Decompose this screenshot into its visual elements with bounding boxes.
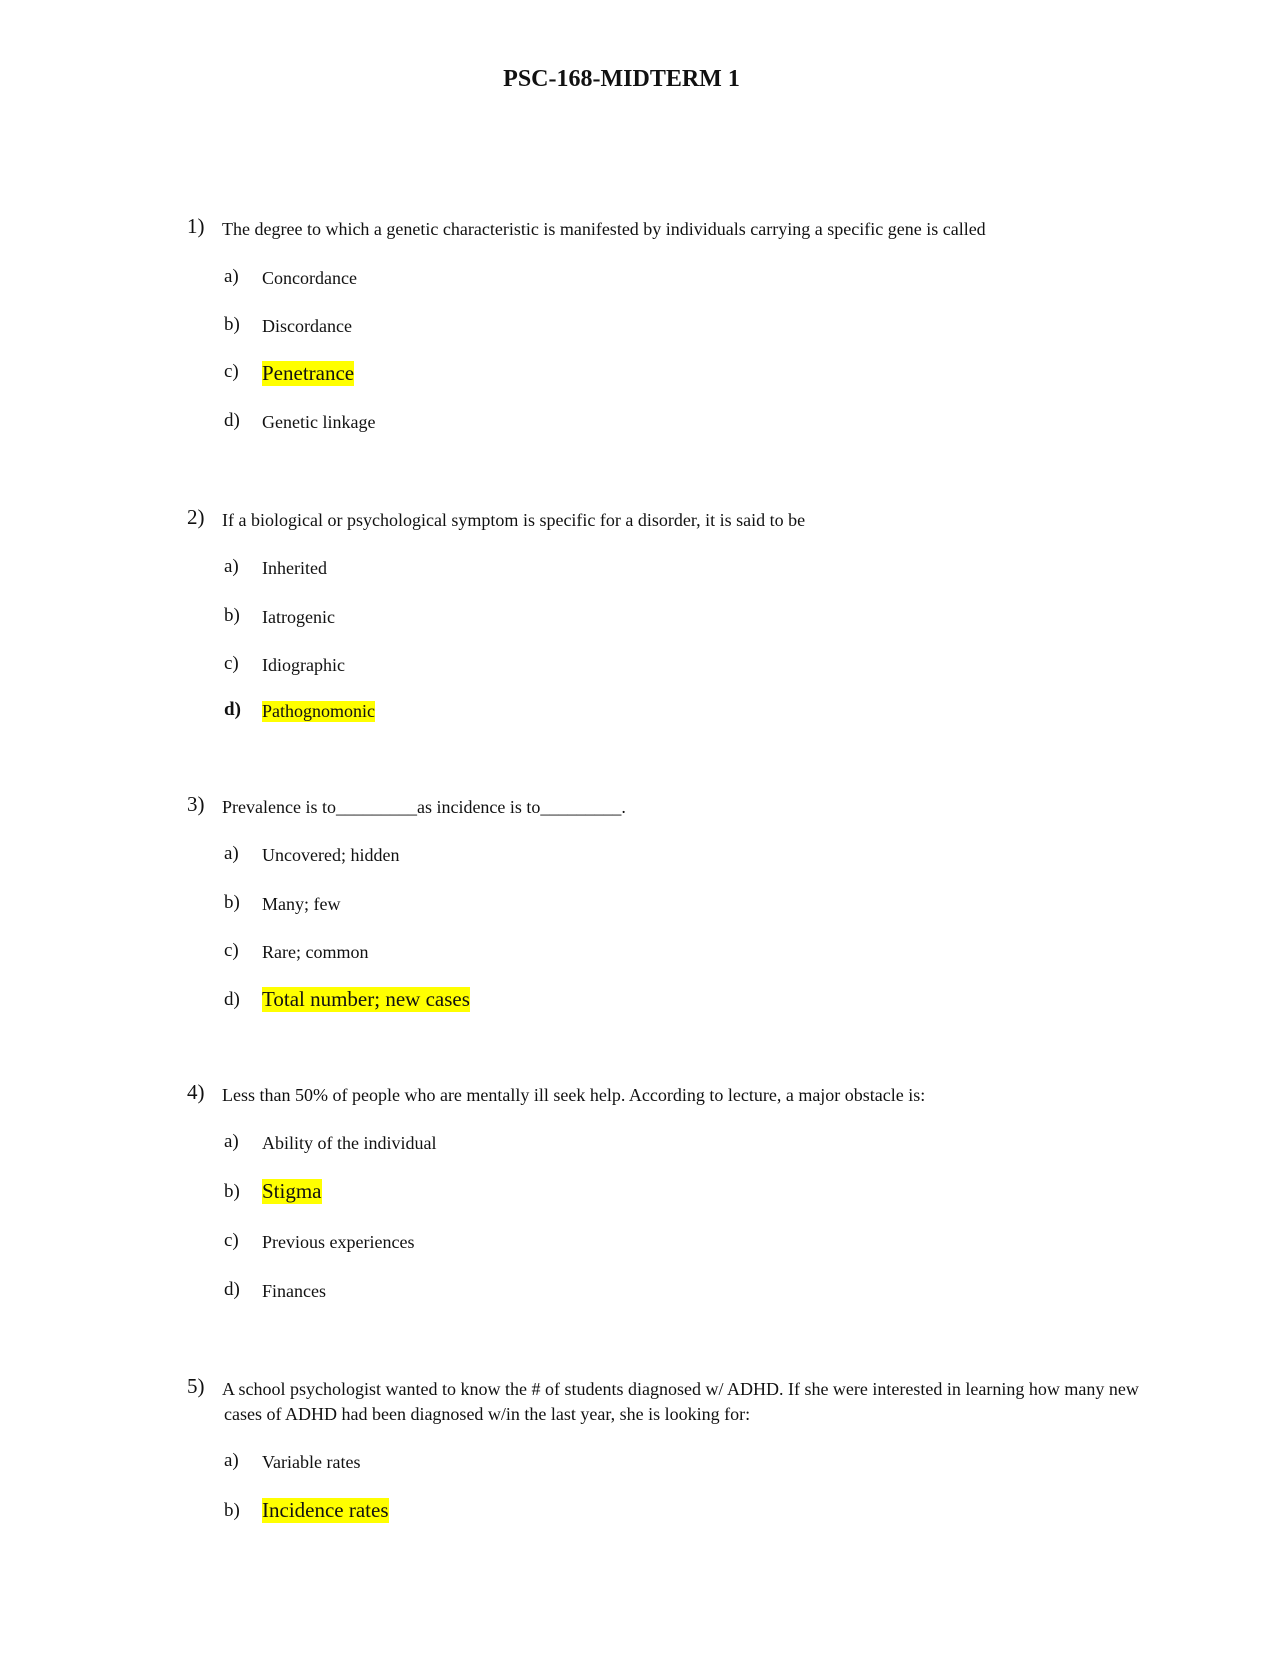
question-text: The degree to which a genetic characteristic is manifested by individuals carrying a specific gene is called bbox=[222, 219, 986, 239]
option-letter: c) bbox=[224, 940, 239, 961]
option-letter: c) bbox=[224, 653, 239, 674]
option-text: Uncovered; hidden bbox=[262, 845, 400, 865]
question-text: If a biological or psychological symptom is specific for a disorder, it is said to be bbox=[222, 510, 806, 530]
question-number: 5) bbox=[187, 1374, 205, 1398]
option-text-answer: Penetrance bbox=[262, 361, 355, 385]
option-text-answer: Stigma bbox=[262, 1179, 322, 1203]
option-text: Finances bbox=[262, 1281, 326, 1301]
option-text-answer: Total number; new cases bbox=[262, 987, 470, 1011]
option-text: Many; few bbox=[262, 894, 341, 914]
option-text: Rare; common bbox=[262, 942, 369, 962]
option-text: Inherited bbox=[262, 558, 327, 578]
option-text-answer: Pathognomonic bbox=[262, 701, 375, 721]
option-letter: d) bbox=[224, 699, 241, 720]
option-text-answer: Incidence rates bbox=[262, 1498, 389, 1522]
option-letter: a) bbox=[224, 556, 239, 577]
question-text: Less than 50% of people who are mentally ill seek help. According to lecture, a major obstacle is: bbox=[222, 1085, 926, 1105]
option-text: Iatrogenic bbox=[262, 607, 335, 627]
question-number: 4) bbox=[187, 1080, 205, 1104]
option-text: Genetic linkage bbox=[262, 412, 376, 432]
option-text: Ability of the individual bbox=[262, 1133, 437, 1153]
option-letter: b) bbox=[224, 892, 240, 913]
option-letter: d) bbox=[224, 989, 240, 1010]
option-text: Concordance bbox=[262, 268, 357, 288]
question-text-line-1: A school psychologist wanted to know the # of students diagnosed w/ ADHD. If she were interested in learning how many new bbox=[222, 1379, 1139, 1399]
option-letter: a) bbox=[224, 843, 239, 864]
question-text-line-2: cases of ADHD had been diagnosed w/in the last year, she is looking for: bbox=[224, 1404, 751, 1424]
option-letter: c) bbox=[224, 1230, 239, 1251]
option-letter: b) bbox=[224, 1500, 240, 1521]
option-letter: b) bbox=[224, 314, 240, 335]
option-text: Previous experiences bbox=[262, 1232, 415, 1252]
option-text: Variable rates bbox=[262, 1452, 361, 1472]
question-number: 2) bbox=[187, 505, 205, 529]
question-text: Prevalence is to_________as incidence is to_________. bbox=[222, 797, 626, 817]
option-letter: b) bbox=[224, 605, 240, 626]
option-letter: a) bbox=[224, 1450, 239, 1471]
option-letter: d) bbox=[224, 410, 240, 431]
option-letter: d) bbox=[224, 1279, 240, 1300]
option-letter: a) bbox=[224, 266, 239, 287]
option-text: Discordance bbox=[262, 316, 352, 336]
option-letter: a) bbox=[224, 1131, 239, 1152]
question-number: 3) bbox=[187, 792, 205, 816]
option-letter: b) bbox=[224, 1181, 240, 1202]
option-letter: c) bbox=[224, 361, 239, 382]
option-text: Idiographic bbox=[262, 655, 345, 675]
question-number: 1) bbox=[187, 214, 205, 238]
document-title: PSC-168-MIDTERM 1 bbox=[503, 66, 740, 92]
